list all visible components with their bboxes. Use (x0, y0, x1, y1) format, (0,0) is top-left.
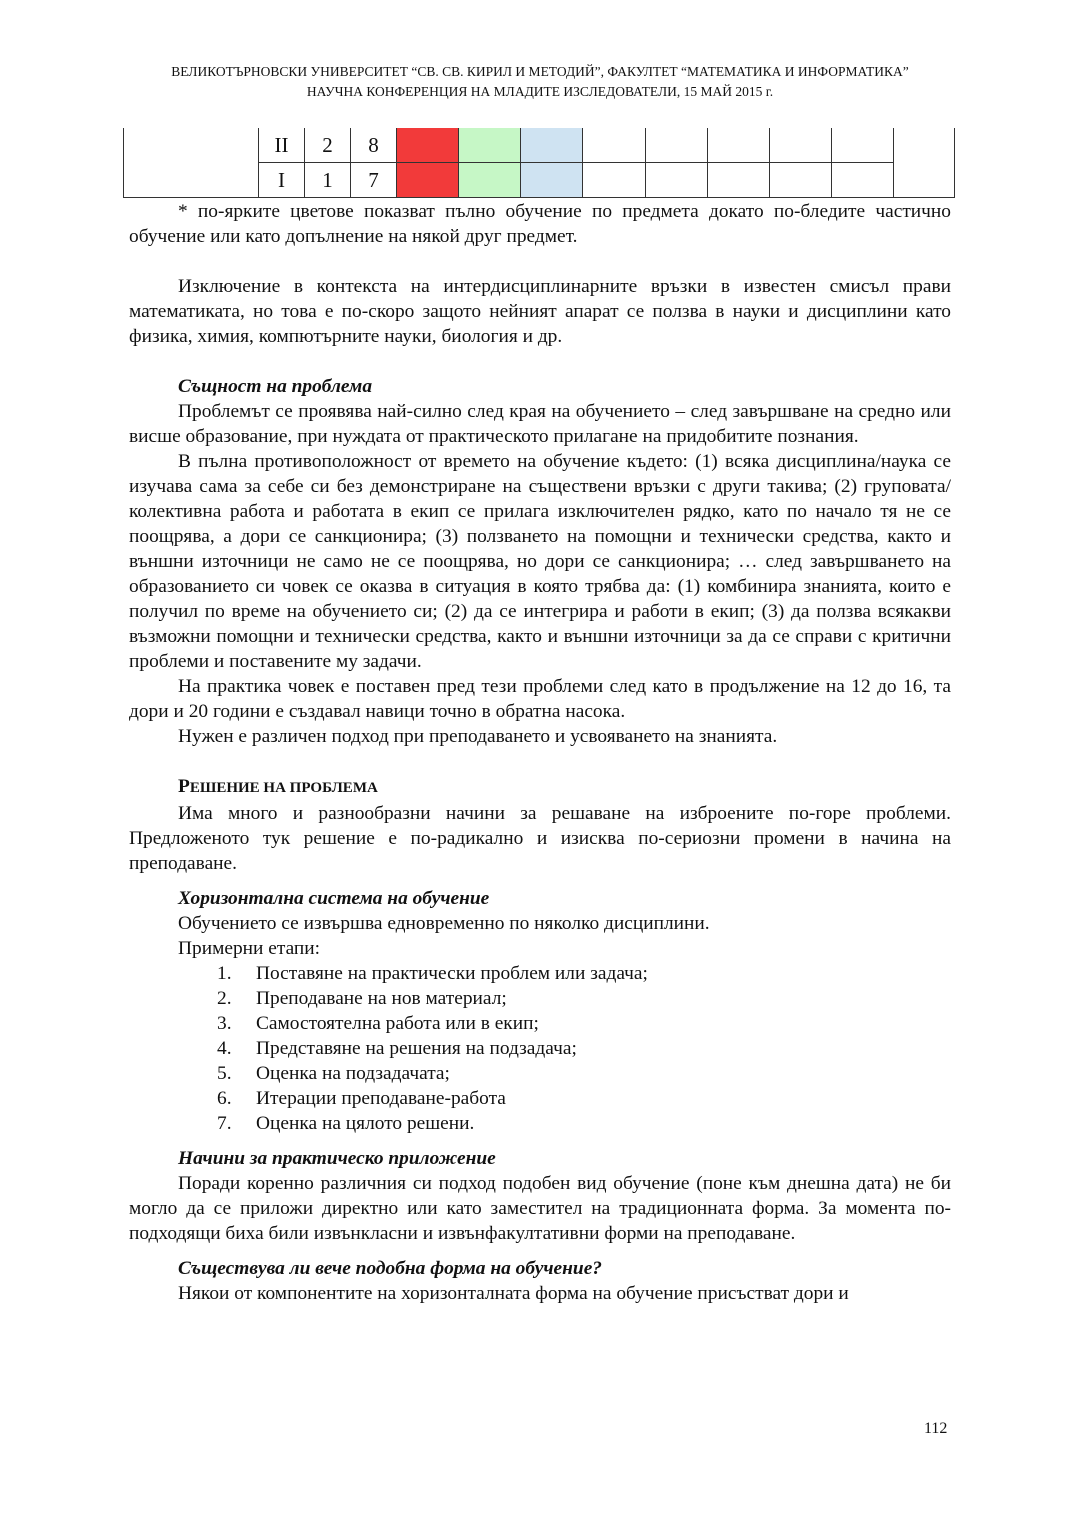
paragraph: В пълна противоположност от времето на обучение където: (1) всяка дисциплина/наука се изучава сама за себе си без демонстриране на съществени връзки с други такива; (2) груповата/колективна работа и работата в екип се прилага изключителен рядко, като по начало тя не се поощрява, а дори се санкционира; (3) ползването на помощни и технически средства, както и външни източници не само не се поощрява, но дори се санкционира; … след завършването на образованието си човек се оказва в ситуация в която трябва да: (1) комбинира знанията, които е получил по време на обучението си; (2) да се интегрира и работи в екип; (3) да ползва всякакви възможни помощни и технически средства, както и външни източници за да се справи с критични проблеми и поставените му задачи. (129, 451, 951, 672)
table-footnote: * по-ярките цветове показват пълно обучение по предмета докато по-бледите частично обучение или като допълнение на някой друг предмет. (129, 201, 951, 247)
header-line-1: ВЕЛИКОТЪРНОВСКИ УНИВЕРСИТЕТ “СВ. СВ. КИРИЛ И МЕТОДИЙ”, ФАКУЛТЕТ “МАТЕМАТИКА И ИНФОРМАТИКА” (171, 64, 909, 79)
heading-initial: Р (178, 776, 190, 797)
list-item: 3. Самостоятелна работа или в екип; (217, 1013, 539, 1034)
blue-color-cell (521, 163, 583, 198)
table-cell-empty (832, 163, 894, 198)
table-cell-empty (708, 128, 770, 163)
paragraph: Обучението се извършва едновременно по няколко дисциплини. (178, 913, 710, 934)
value-cell: 1 (305, 163, 351, 198)
list-item: 5. Оценка на подзадачата; (217, 1063, 450, 1084)
running-header (0, 62, 1080, 102)
table-cell-empty (583, 163, 646, 198)
value-cell: 2 (305, 128, 351, 163)
curriculum-table-fragment (123, 128, 955, 198)
heading-problem-essence: Същност на проблема (178, 376, 373, 397)
paragraph: Поради коренно различния си подход подобен вид обучение (поне към днешна дата) не би могло да се приложи директно или като заместител на традиционната форма. За момента по-подходящи биха били извънкласни и извънфакултативни форми на преподаване. (129, 1173, 951, 1244)
table-cell-empty (832, 128, 894, 163)
body-text (129, 199, 951, 1306)
paragraph: Нужен е различен подход при преподаването и усвояването на знанията. (178, 726, 778, 747)
table-cell-empty (646, 128, 708, 163)
red-color-cell (397, 163, 459, 198)
heading-problem-solution (129, 774, 951, 801)
table-cell-empty (770, 128, 832, 163)
paragraph: Проблемът се проявява най-силно след края на обучението – след завършване на средно или висше образование, при нуждата от практическото прилагане на придобитите познания. (129, 401, 951, 447)
table-cell-empty (583, 128, 646, 163)
paragraph: Примерни етапи: (178, 938, 321, 959)
heading-small-caps: ЕШЕНИЕ НА ПРОБЛЕМА (189, 780, 378, 796)
list-item: 6. Итерации преподаване-работа (217, 1088, 506, 1109)
blue-color-cell (521, 128, 583, 163)
table-cell-empty (124, 128, 259, 198)
heading-horizontal-system: Хоризонтална система на обучение (178, 888, 490, 909)
table-cell-empty (770, 163, 832, 198)
paragraph: Има много и разнообразни начини за решаване на изброените по-горе проблеми. Предложеното тук решение е по-радикално и изисква по-сериозни промени в начина на преподаване. (129, 803, 951, 874)
page-number: 112 (924, 1420, 948, 1437)
list-item: 2. Преподаване на нов материал; (217, 988, 507, 1009)
stages-list (129, 961, 951, 1136)
term-cell: II (259, 128, 305, 163)
paragraph-exception: Изключение в контекста на интердисциплинарните връзки в известен смисъл прави математиката, но това е по-скоро защото нейният апарат се ползва в науки и дисциплини като физика, химия, компютърните науки, биология и др. (129, 276, 951, 347)
paragraph: На практика човек е поставен пред тези проблеми след като в продължение на 12 до 16, та дори и 20 години е създавал навици точно в обратна насока. (129, 676, 951, 722)
list-item: 1. Поставяне на практически проблем или задача; (217, 963, 648, 984)
list-item: 4. Представяне на решения на подзадача; (217, 1038, 577, 1059)
heading-existing-form: Съществува ли вече подобна форма на обучение? (178, 1258, 602, 1279)
table-cell-empty (894, 128, 955, 198)
red-color-cell (397, 128, 459, 163)
paragraph: Някои от компонентите на хоризонталната форма на обучение присъстват дори и (178, 1283, 849, 1304)
value-cell: 7 (351, 163, 397, 198)
table-cell-empty (708, 163, 770, 198)
value-cell: 8 (351, 128, 397, 163)
heading-practical-application: Начини за практическо приложение (178, 1148, 496, 1169)
header-line-2: НАУЧНА КОНФЕРЕНЦИЯ НА МЛАДИТЕ ИЗСЛЕДОВАТЕЛИ, 15 МАЙ 2015 г. (306, 84, 774, 99)
green-color-cell (459, 128, 521, 163)
term-cell: I (259, 163, 305, 198)
table-row (124, 128, 955, 163)
table-cell-empty (646, 163, 708, 198)
green-color-cell (459, 163, 521, 198)
list-item: 7. Оценка на цялото решени. (217, 1113, 475, 1134)
